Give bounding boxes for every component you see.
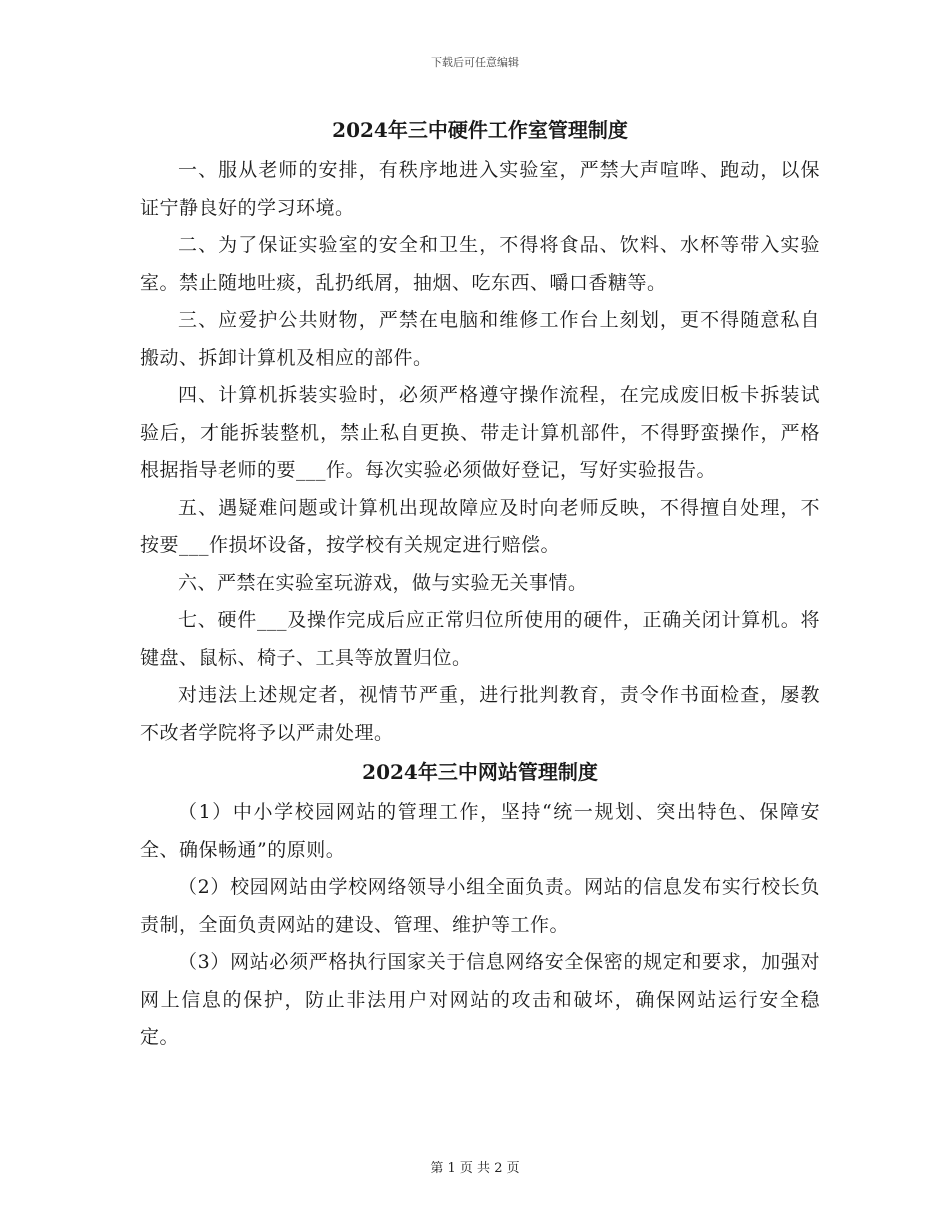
section1-paragraph-3: 三、应爱护公共财物，严禁在电脑和维修工作台上刻划，更不得随意私自搬动、拆卸计算机及相应的部件。 (140, 309, 820, 369)
section2-paragraph-1: （1）中小学校园网站的管理工作，坚持“统一规划、突出特色、保障安全、确保畅通”的原则。 (140, 801, 820, 861)
section1-paragraph-2: 二、为了保证实验室的安全和卫生，不得将食品、饮料、水杯等带入实验室。禁止随地吐痰，乱扔纸屑，抽烟、吃东西、嚼口香糖等。 (140, 234, 820, 294)
section2-paragraph-3: （3）网站必须严格执行国家关于信息网络安全保密的规定和要求，加强对网上信息的保护，防止非法用户对网站的攻击和破坏，确保网站运行安全稳定。 (140, 951, 820, 1048)
page-footer-number: 第 1 页 共 2 页 (430, 1161, 520, 1176)
section1-title: 2024年三中硬件工作室管理制度 (332, 118, 628, 142)
section1-paragraph-7: 七、硬件___及操作完成后应正常归位所使用的硬件，正确关闭计算机。将键盘、鼠标、椅子、工具等放置归位。 (140, 609, 820, 669)
document-body (140, 110, 820, 1057)
page-header-note: 下载后可任意编辑 (431, 56, 519, 69)
section2-title: 2024年三中网站管理制度 (362, 760, 598, 784)
section1-paragraph-6: 六、严禁在实验室玩游戏，做与实验无关事情。 (178, 571, 588, 594)
section1-paragraph-8: 对违法上述规定者，视情节严重，进行批判教育，责令作书面检查，屡教不改者学院将予以严肃处理。 (140, 684, 820, 744)
section1-paragraph-4: 四、计算机拆装实验时，必须严格遵守操作流程，在完成废旧板卡拆装试验后，才能拆装整机，禁止私自更换、带走计算机部件，不得野蛮操作，严格根据指导老师的要___作。每次实验必须做好登记，写好实验报告。 (140, 384, 820, 481)
section2-paragraph-2: （2）校园网站由学校网络领导小组全面负责。网站的信息发布实行校长负责制，全面负责网站的建设、管理、维护等工作。 (140, 876, 820, 936)
section1-paragraph-1: 一、服从老师的安排，有秩序地进入实验室，严禁大声喧哗、跑动，以保证宁静良好的学习环境。 (140, 159, 820, 219)
section1-paragraph-5: 五、遇疑难问题或计算机出现故障应及时向老师反映，不得擅自处理，不按要___作损坏设备，按学校有关规定进行赔偿。 (140, 496, 820, 556)
